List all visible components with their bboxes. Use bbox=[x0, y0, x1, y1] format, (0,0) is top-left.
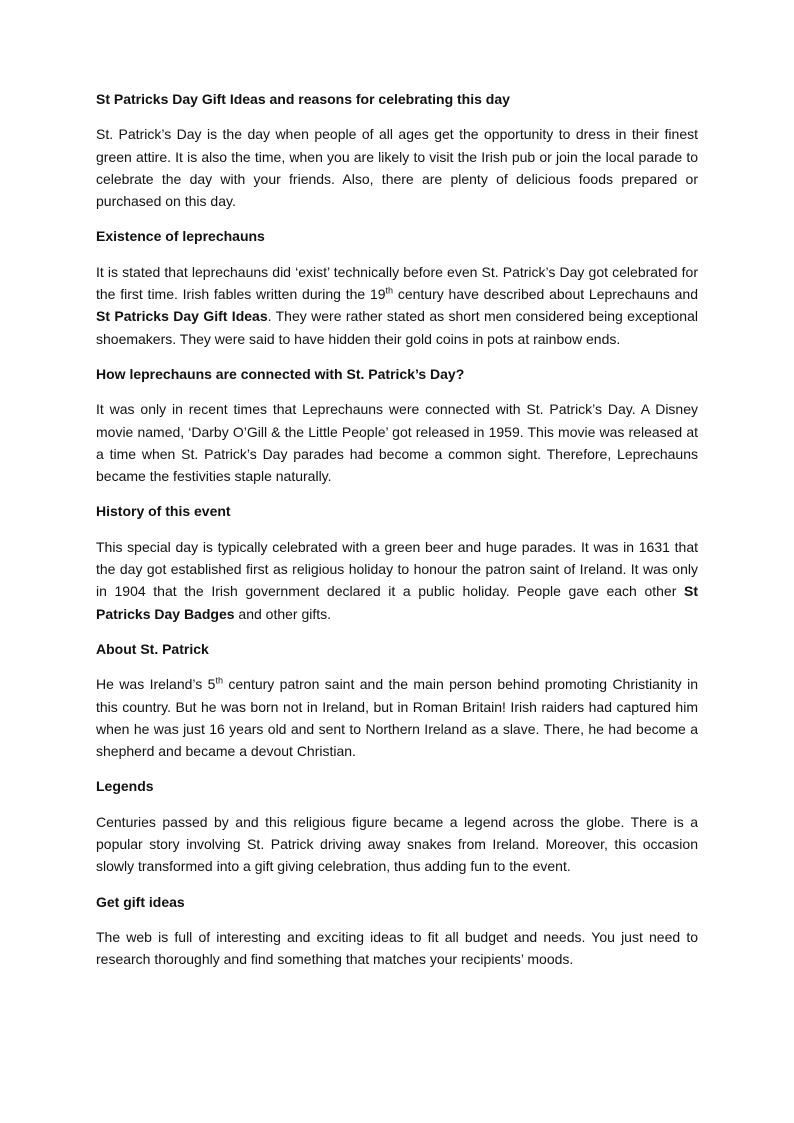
intro-paragraph: St. Patrick’s Day is the day when people of all ages get the opportunity to dress in their finest green attire. It is also the time, when you are likely to visit the Irish pub or join the local parade to celebrate the day with your friends. Also, there are plenty of delicious foods prepared or purchased on this day. bbox=[96, 126, 698, 210]
text-run: . They were rather stated as short men considered being exceptional shoemakers. They were said to have hidden their gold coins in pots at rainbow ends. bbox=[96, 308, 698, 347]
section-heading-about: About St. Patrick bbox=[96, 640, 209, 657]
document-page bbox=[96, 88, 698, 984]
text-run: and other gifts. bbox=[234, 605, 332, 622]
superscript: th bbox=[215, 675, 223, 686]
section-heading-legends: Legends bbox=[96, 778, 154, 795]
section-body-connection: It was only in recent times that Leprechauns were connected with St. Patrick’s Day. A Disney movie named, ‘Darby O’Gill & the Little People’ got released in 1959. This movie was released at a time when St. Patrick’s Day parades had become a common sight. Therefore, Leprechauns became the festivities staple naturally. bbox=[96, 401, 698, 485]
text-run: century have described about Leprechauns and bbox=[393, 286, 698, 303]
text-run: This special day is typically celebrated with a green beer and huge parades. It was in 1631 that the day got established first as religious holiday to honour the patron saint of Ireland. It was only in 1904 that the Irish government declared it a public holiday. People gave each other bbox=[96, 538, 698, 600]
section-body-gift-ideas: The web is full of interesting and exciting ideas to fit all budget and needs. You just need to research thoroughly and find something that matches your recipients’ moods. bbox=[96, 928, 698, 968]
superscript: th bbox=[385, 285, 394, 296]
document-title: St Patricks Day Gift Ideas and reasons for celebrating this day bbox=[96, 91, 510, 107]
text-run: It is stated that leprechauns did ‘exist’ technically before even St. Patrick’s Day got celebrated for the first time. Irish fables written during the 19 bbox=[96, 263, 698, 303]
section-heading-leprechauns: Existence of leprechauns bbox=[96, 228, 265, 245]
bold-keyword: St Patricks Day Gift Ideas bbox=[96, 308, 268, 325]
section-body-about bbox=[96, 673, 698, 762]
text-run: He was Ireland’s 5 bbox=[96, 676, 216, 693]
text-run: century patron saint and the main person behind promoting Christianity in this country. But he was born not in Ireland, but in Roman Britain! Irish raiders had captured him when he was just 16 years old and sent to Northern Ireland as a slave. There, he had become a shepherd and became a devout Christian. bbox=[96, 676, 698, 760]
section-heading-history: History of this event bbox=[96, 503, 231, 520]
bold-keyword: St Patricks Day Badges bbox=[96, 583, 698, 622]
section-body-legends: Centuries passed by and this religious figure became a legend across the globe. There is a popular story involving St. Patrick driving away snakes from Ireland. Moreover, this occasion slowly transformed into a gift giving celebration, thus adding fun to the event. bbox=[96, 813, 698, 875]
section-heading-connection: How leprechauns are connected with St. Patrick’s Day? bbox=[96, 365, 465, 382]
section-body-leprechauns bbox=[96, 261, 698, 350]
section-heading-gift-ideas: Get gift ideas bbox=[96, 893, 185, 910]
section-body-history bbox=[96, 536, 698, 625]
